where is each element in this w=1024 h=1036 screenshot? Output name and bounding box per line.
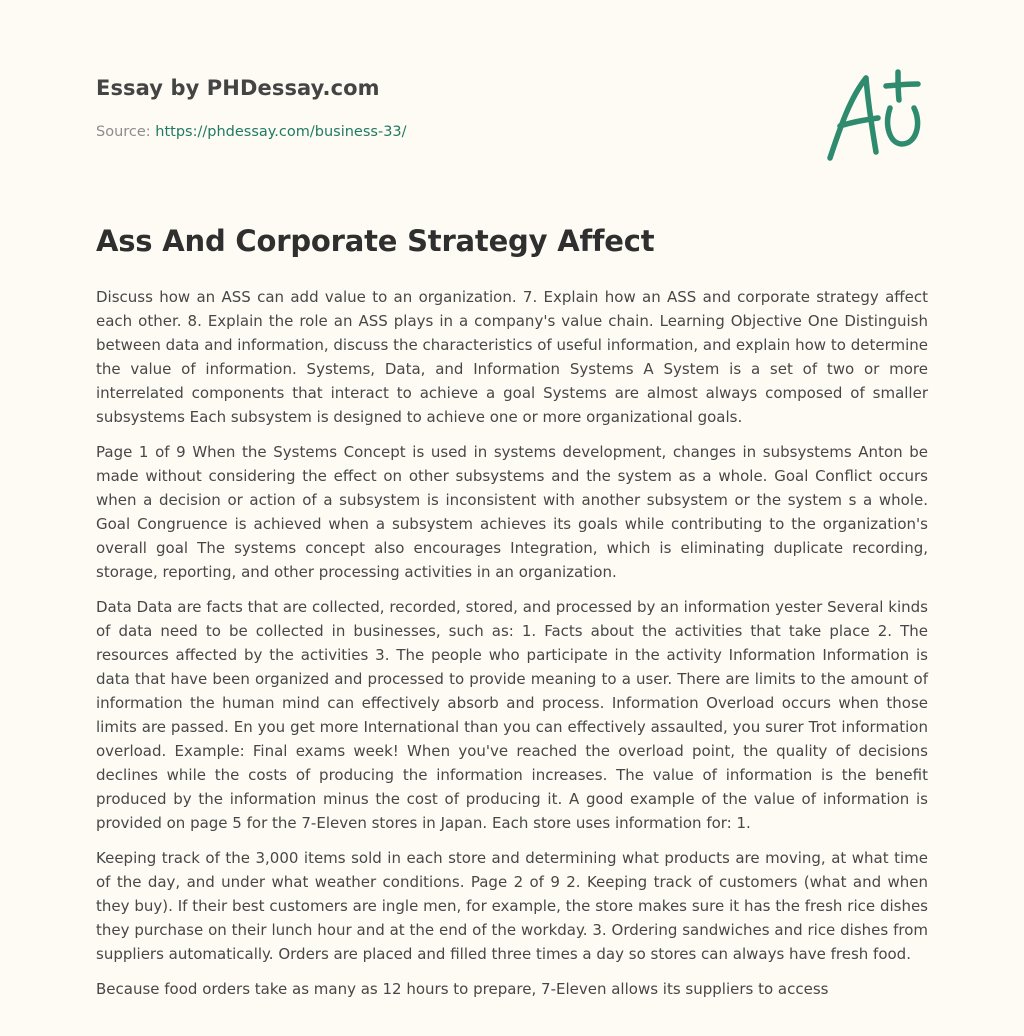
essay-body — [96, 285, 928, 1012]
essay-title: Ass And Corporate Strategy Affect — [96, 224, 655, 258]
essay-paragraph: Keeping track of the 3,000 items sold in each store and determining what products are moving, at what time of the day, and under what weather conditions. Page 2 of 9 2. Keeping track of customers (what and when they buy). If their best customers are ingle men, for example, the store makes sure it has the fresh rice dishes they purchase on their lunch hour and at the end of the workday. 3. Ordering sandwiches and rice dishes from suppliers automatically. Orders are placed and filled three times a day so stores can always have fresh food. — [96, 849, 928, 963]
source-line — [96, 124, 407, 140]
site-brand: Essay by PHDessay.com — [96, 76, 380, 100]
essay-paragraph: Data Data are facts that are collected, recorded, stored, and processed by an information yester Several kinds of data need to be collected in businesses, such as: 1. Facts about the activities that take place 2. The resources affected by the activities 3. The people who participate in the activity Information Information is data that have been organized and processed to provide meaning to a user. There are limits to the amount of information the human mind can effectively absorb and process. Information Overload occurs when those limits are passed. En you get more International than you can effectively assaulted, you surer Trot information overload. Example: Final exams week! When you've reached the overload point, the quality of decisions declines while the costs of producing the information increases. The value of information is the benefit produced by the information minus the cost of producing it. A good example of the value of information is provided on page 5 for the 7-Eleven stores in Japan. Each store uses information for: 1. — [96, 598, 928, 832]
source-label: Source: — [96, 124, 151, 140]
essay-paragraph: Because food orders take as many as 12 hours to prepare, 7-Eleven allows its suppliers to access — [96, 980, 829, 998]
a-plus-logo-icon — [822, 68, 928, 164]
essay-paragraph: Page 1 of 9 When the Systems Concept is used in systems development, changes in subsystems Anton be made without considering the effect on other subsystems and the system as a whole. Goal Conflict occurs when a decision or action of a subsystem is inconsistent with another subsystem or the system s a whole. Goal Congruence is achieved when a subsystem achieves its goals while contributing to the organization's overall goal The systems concept also encourages Integration, which is eliminating duplicate recording, storage, reporting, and other processing activities in an organization. — [96, 443, 928, 581]
essay-paragraph: Discuss how an ASS can add value to an organization. 7. Explain how an ASS and corporate strategy affect each other. 8. Explain the role an ASS plays in a company's value chain. Learning Objective One Distinguish between data and information, discuss the characteristics of useful information, and explain how to determine the value of information. Systems, Data, and Information Systems A System is a set of two or more interrelated components that interact to achieve a goal Systems are almost always composed of smaller subsystems Each subsystem is designed to achieve one or more organizational goals. — [96, 288, 928, 426]
source-link[interactable]: https://phdessay.com/business-33/ — [155, 124, 407, 140]
